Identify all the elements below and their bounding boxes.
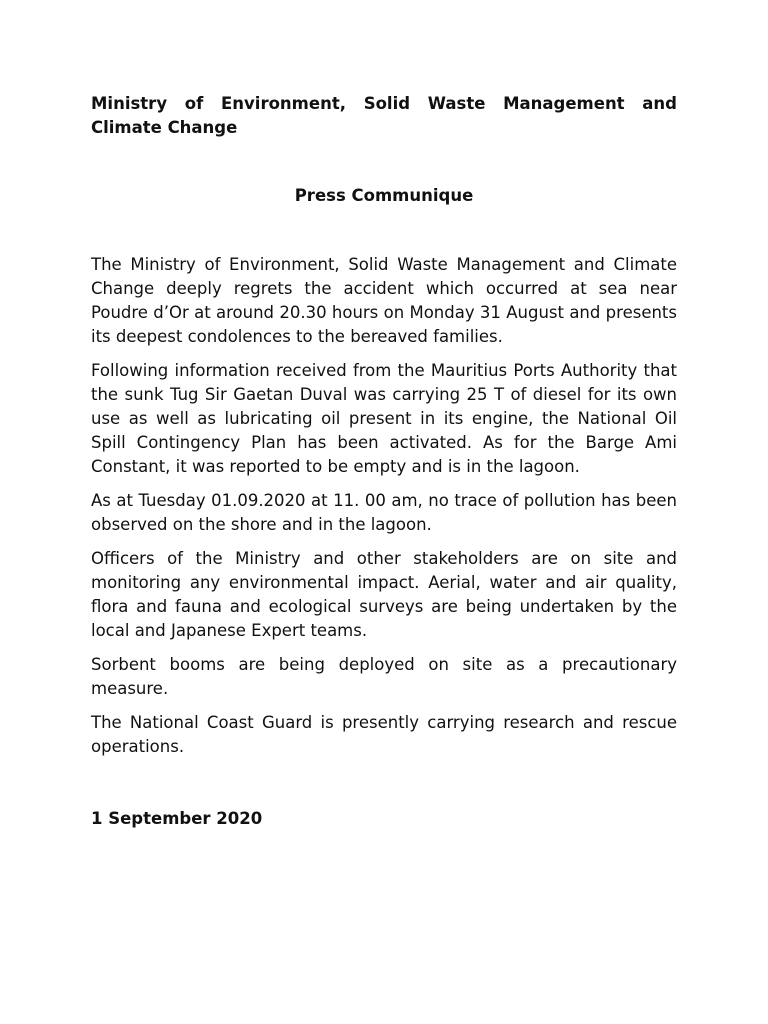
body-paragraph: The Ministry of Environment, Solid Waste Management and Climate Change deeply regrets the accident which occurred at sea near Poudre d’Or at around 20.30 hours on Monday 31 August and presents its deepest condolences to the bereaved families.: [91, 255, 677, 346]
ministry-title: Ministry of Environment, Solid Waste Management and Climate Change: [91, 94, 677, 137]
body-paragraph: The National Coast Guard is presently carrying research and rescue operations.: [91, 713, 677, 756]
body-paragraph: Officers of the Ministry and other stakeholders are on site and monitoring any environmental impact. Aerial, water and air quality, flora and fauna and ecological surveys are being undertaken by the local and Japanese Expert teams.: [91, 549, 677, 640]
document-heading: Press Communique: [294, 186, 474, 205]
document-content: [91, 92, 677, 831]
body-paragraph: Following information received from the Mauritius Ports Authority that the sunk Tug Sir Gaetan Duval was carrying 25 T of diesel for its own use as well as lubricating oil present in its engine, the National Oil Spill Contingency Plan has been activated. As for the Barge Ami Constant, it was reported to be empty and is in the lagoon.: [91, 361, 677, 476]
document-body: [91, 253, 677, 759]
document-date: 1 September 2020: [91, 809, 263, 828]
body-paragraph: Sorbent booms are being deployed on site as a precautionary measure.: [91, 655, 677, 698]
body-paragraph: As at Tuesday 01.09.2020 at 11. 00 am, no trace of pollution has been observed on the shore and in the lagoon.: [91, 491, 677, 534]
